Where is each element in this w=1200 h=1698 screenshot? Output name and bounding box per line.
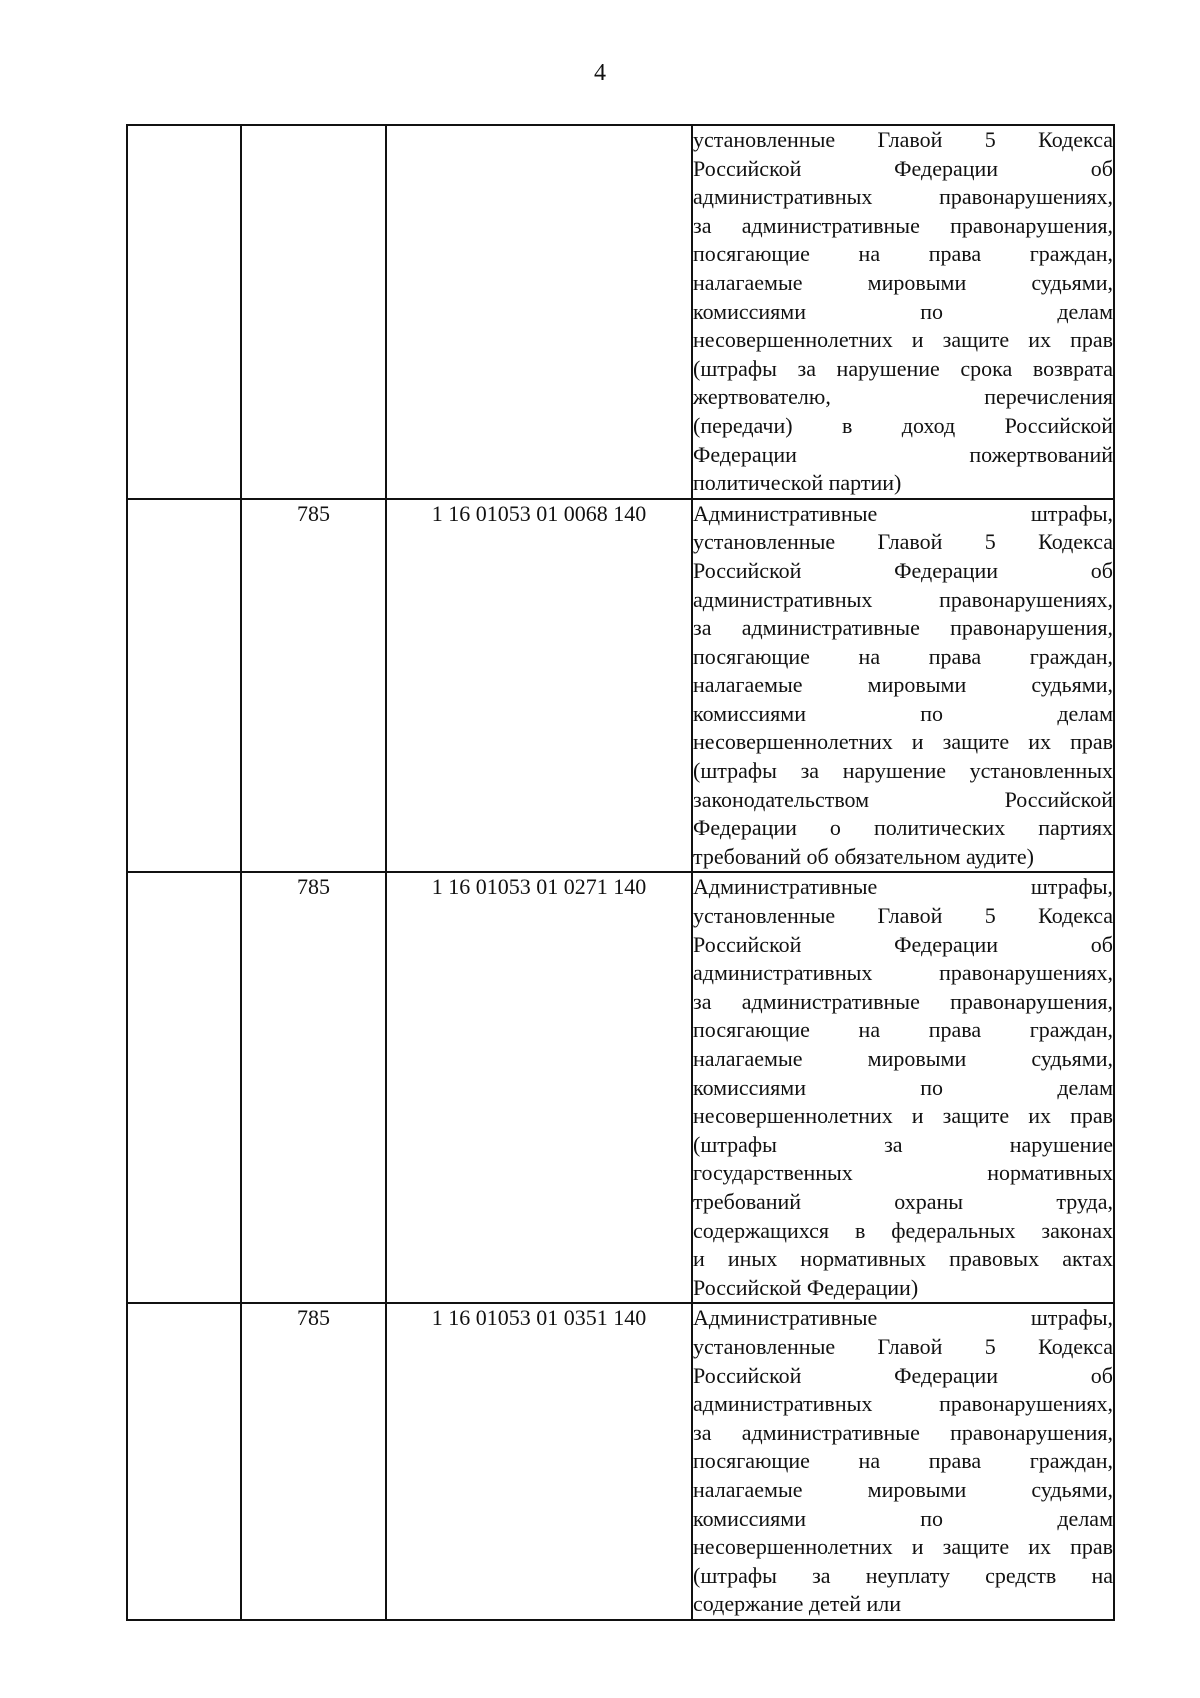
description-line: (штрафы за нарушение	[693, 1131, 1113, 1157]
description-line: Административные штрафы,	[693, 1305, 1113, 1331]
description-line: налагаемые мировыми судьями,	[693, 269, 1113, 295]
description-line: комиссиями по делам	[693, 298, 1113, 324]
row-empty-cell	[127, 1303, 241, 1620]
kbk-code-cell: 1 16 01053 01 0271 140	[386, 872, 692, 1303]
kbk-code-cell: 1 16 01053 01 0068 140	[386, 499, 692, 873]
description-line: Российской Федерации об	[693, 1362, 1113, 1388]
description-line: налагаемые мировыми судьями,	[693, 1046, 1113, 1071]
description-line: комиссиями по делам	[693, 700, 1113, 726]
admin-code-cell	[241, 125, 386, 499]
description-cell	[692, 1303, 1114, 1620]
description-line: налагаемые мировыми судьями,	[693, 1476, 1113, 1502]
description-line: Административные штрафы,	[693, 874, 1113, 900]
description-line: политической партии)	[693, 470, 902, 496]
description-line: (штрафы за нарушение установленных	[693, 758, 1113, 784]
description-line: административных правонарушениях,	[693, 960, 1113, 986]
description-line: Федерации пожертвований	[693, 441, 1113, 467]
description-line: и иных нормативных правовых актах	[693, 1246, 1113, 1272]
description-line: административных правонарушениях,	[693, 1391, 1113, 1417]
description-line: Российской Федерации об	[693, 155, 1113, 181]
kbk-code-cell: 1 16 01053 01 0351 140	[386, 1303, 692, 1620]
description-line: несовершеннолетних и защите их прав	[693, 729, 1113, 755]
description-line: Административные штрафы,	[693, 500, 1113, 526]
row-empty-cell	[127, 125, 241, 499]
description-line: посягающие на права граждан,	[693, 241, 1113, 267]
description-line: Российской Федерации об	[693, 557, 1113, 583]
description-line: требований охраны труда,	[693, 1188, 1113, 1214]
description-line: (штрафы за неуплату средств на	[693, 1562, 1113, 1588]
description-line: комиссиями по делам	[693, 1074, 1113, 1100]
description-line: жертвователю, перечисления	[693, 384, 1113, 410]
description-line: законодательством Российской	[693, 786, 1113, 812]
kbk-code-cell	[386, 125, 692, 499]
description-line: за административные правонарушения,	[693, 1419, 1113, 1445]
description-line: содержащихся в федеральных законах	[693, 1217, 1113, 1243]
description-line: установленные Главой 5 Кодекса	[693, 1333, 1113, 1359]
description-line: Российской Федерации)	[693, 1274, 919, 1300]
description-line: (штрафы за нарушение срока возврата	[693, 355, 1113, 381]
table-row	[127, 1303, 1114, 1620]
description-line: (передачи) в доход Российской	[693, 412, 1113, 438]
description-cell	[692, 872, 1114, 1303]
description-line: Российской Федерации об	[693, 931, 1113, 957]
description-line: установленные Главой 5 Кодекса	[693, 529, 1113, 555]
kbk-table	[126, 124, 1115, 1621]
description-line: за административные правонарушения,	[693, 988, 1113, 1014]
admin-code-cell: 785	[241, 1303, 386, 1620]
table-body	[127, 125, 1114, 1620]
description-line: требований об обязательном аудите)	[693, 843, 1034, 869]
description-line: налагаемые мировыми судьями,	[693, 672, 1113, 698]
description-line: за административные правонарушения,	[693, 615, 1113, 641]
description-line: несовершеннолетних и защите их прав	[693, 1534, 1113, 1560]
description-line: несовершеннолетних и защите их прав	[693, 1103, 1113, 1129]
table-row	[127, 872, 1114, 1303]
description-line: посягающие на права граждан,	[693, 1017, 1113, 1043]
description-line: комиссиями по делам	[693, 1505, 1113, 1531]
description-line: административных правонарушениях,	[693, 184, 1113, 210]
description-line: установленные Главой 5 Кодекса	[693, 903, 1113, 929]
description-line: посягающие на права граждан,	[693, 643, 1113, 669]
page-number: 4	[594, 60, 606, 86]
row-empty-cell	[127, 499, 241, 873]
description-line: Федерации о политических партиях	[693, 815, 1113, 841]
description-line: посягающие на права граждан,	[693, 1448, 1113, 1474]
row-empty-cell	[127, 872, 241, 1303]
admin-code-cell: 785	[241, 872, 386, 1303]
description-cell	[692, 125, 1114, 499]
description-cell	[692, 499, 1114, 873]
description-line: государственных нормативных	[693, 1160, 1113, 1186]
admin-code-cell: 785	[241, 499, 386, 873]
description-line: содержание детей или	[693, 1591, 902, 1617]
table-row	[127, 125, 1114, 499]
description-line: несовершеннолетних и защите их прав	[693, 327, 1113, 353]
description-line: установленные Главой 5 Кодекса	[693, 127, 1113, 152]
table-row	[127, 499, 1114, 873]
description-line: административных правонарушениях,	[693, 586, 1113, 612]
description-line: за административные правонарушения,	[693, 212, 1113, 238]
